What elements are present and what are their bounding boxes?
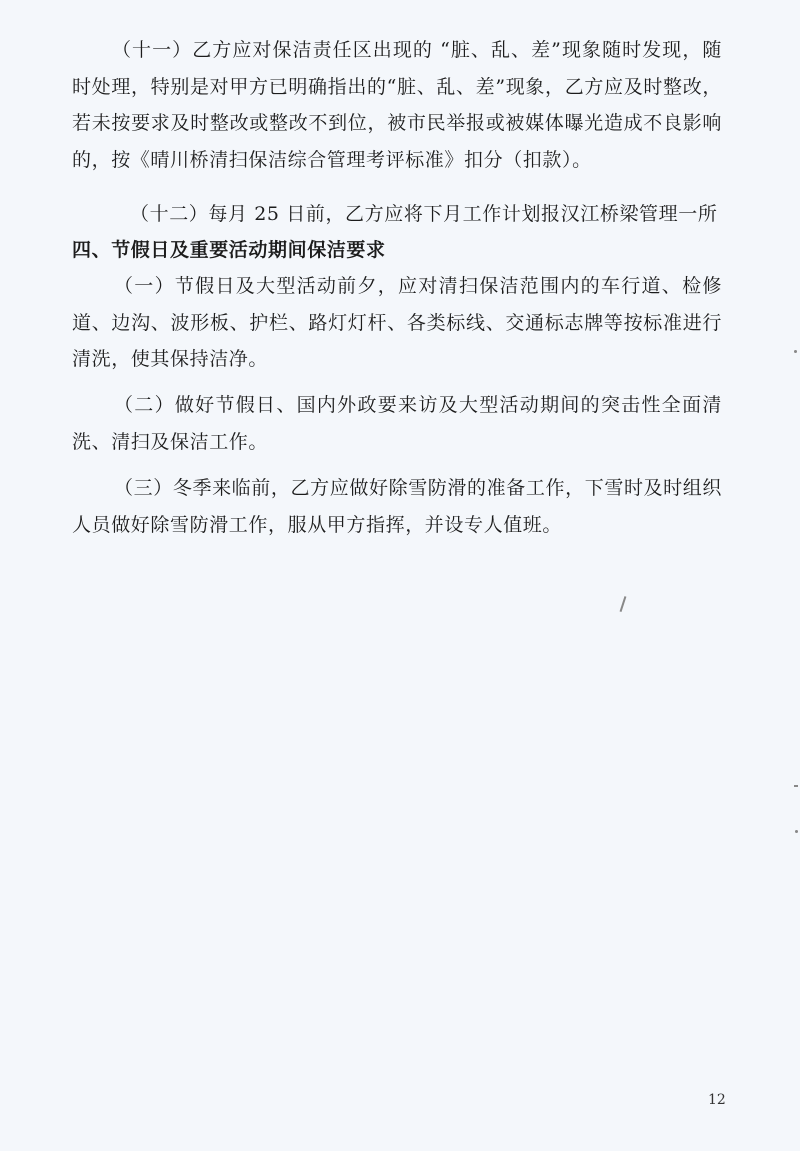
section-heading: 四、节假日及重要活动期间保洁要求 (72, 239, 386, 261)
scan-mark (795, 830, 798, 833)
scan-mark (794, 350, 797, 353)
paragraph-item-12: （十二）每月 25 日前，乙方应将下月工作计划报汉江桥梁管理一所 (130, 203, 718, 225)
section-item-1: （一）节假日及大型活动前夕，应对清扫保洁范围内的车行道、检修道、边沟、波形板、护栏、路灯灯杆、各类标线、交通标志牌等按标准进行清洗，使其保持洁净。 (72, 275, 722, 370)
section-item-2: （二）做好节假日、国内外政要来访及大型活动期间的突击性全面清洗、清扫及保洁工作。 (72, 394, 722, 453)
page-number: 12 (708, 1092, 726, 1108)
section-item-3: （三）冬季来临前，乙方应做好除雪防滑的准备工作，下雪时及时组织人员做好除雪防滑工作，服从甲方指挥，并设专人值班。 (72, 477, 722, 536)
paragraph-item-11: （十一）乙方应对保洁责任区出现的 “脏、乱、差”现象随时发现，随时处理，特别是对甲方已明确指出的“脏、乱、差”现象，乙方应及时整改，若未按要求及时整改或整改不到位，被市民举报或被媒体曝光造成不良影响的，按《晴川桥清扫保洁综合管理考评标准》扣分（扣款）。 (72, 39, 722, 171)
scan-mark (794, 785, 798, 787)
scan-mark (620, 596, 626, 612)
